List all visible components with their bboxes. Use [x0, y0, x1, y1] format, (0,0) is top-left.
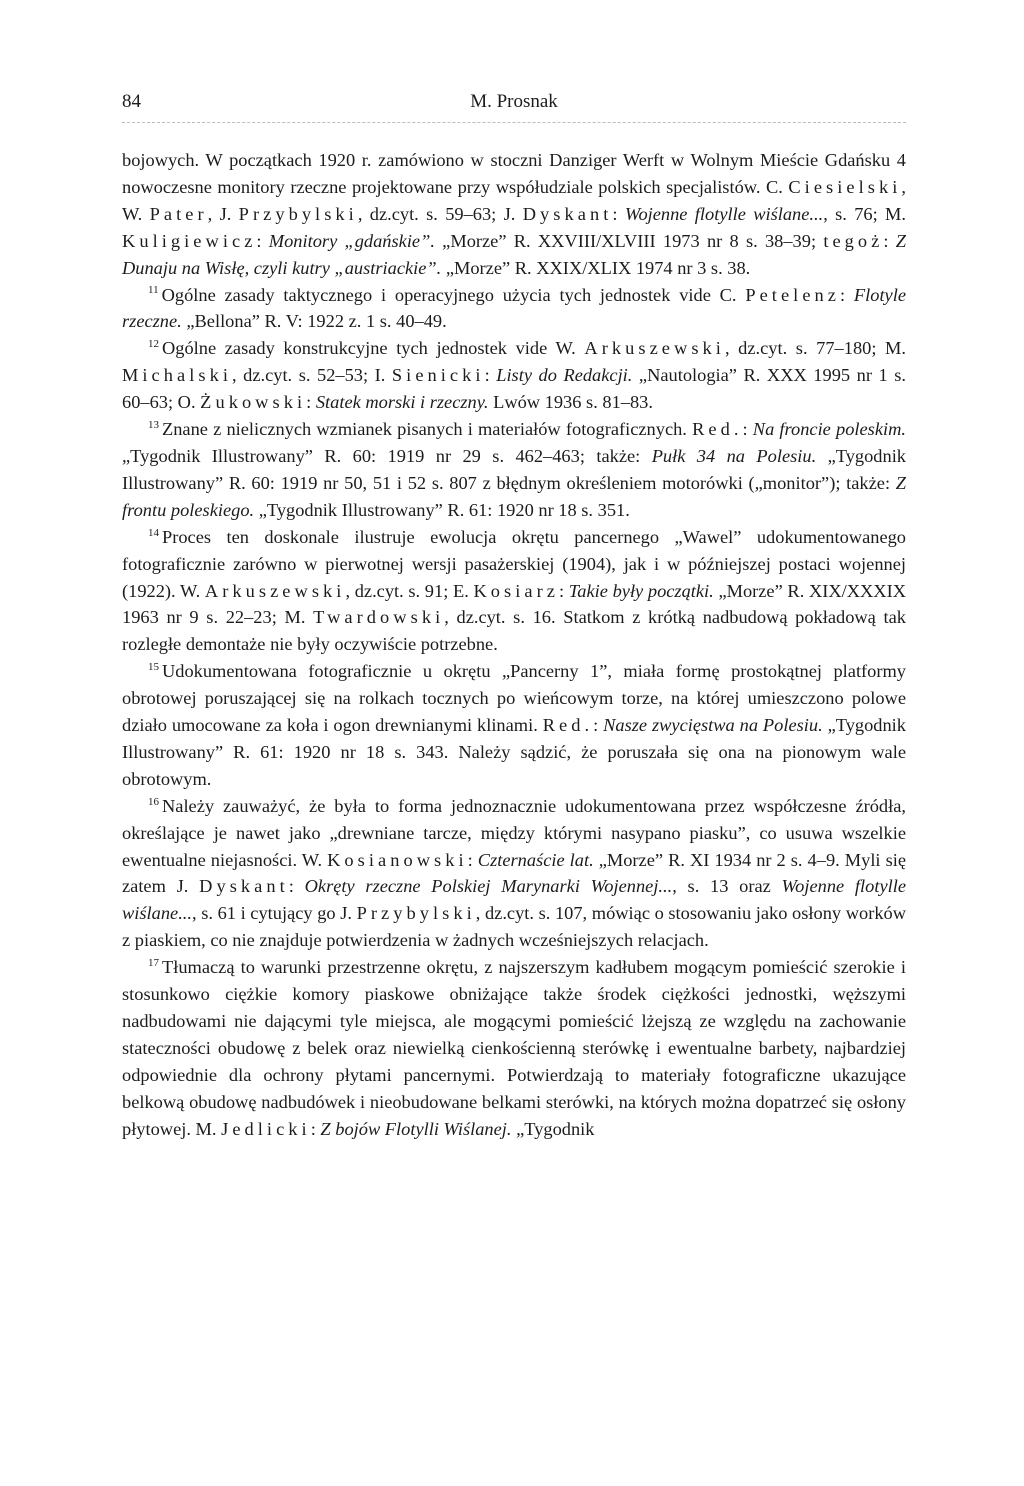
running-head-author: M. Prosnak [470, 91, 558, 112]
work-title: Z bojów Flotylli Wiślanej. [320, 1118, 512, 1139]
work-title: Z Dunaju na Wisłę, czyli kutry „austriackie”. [122, 230, 906, 278]
work-title: Pułk 34 na Polesiu. [651, 445, 817, 466]
work-title: Nasze zwycięstwa na Polesiu. [603, 715, 823, 736]
text-run: , dz.cyt. s. 52–53; I. [232, 365, 392, 386]
text-run: „Tygodnik Illustrowany” R. 60: 1919 nr 29 s. 462–463; także: [122, 445, 652, 466]
author-name: Arkuszewski [584, 338, 725, 359]
author-name: Arkuszewski [204, 580, 346, 601]
footnote-number: 14 [148, 526, 159, 539]
work-title: Takie były początki. [568, 580, 714, 601]
author-name: tegoż [823, 230, 884, 251]
author-name: Ciesielski [788, 176, 902, 197]
work-title: Statek morski i rzeczny. [315, 392, 489, 413]
text-run: : [306, 392, 316, 413]
author-name: Michalski [122, 365, 232, 386]
text-run: „Tygodnik Illustrowany” R. 61: 1920 nr 18 s. 351. [254, 499, 630, 520]
text-run: , J. [207, 203, 239, 224]
author-name: Jedlicki [221, 1118, 311, 1139]
running-head [122, 88, 906, 122]
author-name: Kosianowski [327, 849, 468, 870]
text-run: : [256, 230, 269, 251]
author-name: Twardowski [313, 607, 445, 628]
text-run: , s. 76; M. [823, 203, 906, 224]
text-run: Znane z nielicznych wzmianek pisanych i materiałów fotograficznych. [162, 419, 693, 440]
text-run: „Morze” R. XIX/XXXIX 1963 nr 9 s. 22–23; M. [122, 580, 906, 628]
footnote-number: 17 [148, 957, 159, 970]
work-title: Czternaście lat. [477, 849, 594, 870]
work-title: Wojenne flotylle wiślane... [624, 203, 824, 224]
footnote-number: 11 [148, 284, 159, 297]
text-run: : [612, 203, 625, 224]
footnote-14 [122, 524, 906, 659]
text-run: , dz.cyt. s. 107, mówiąc o stosowaniu jako osłony worków z piaskiem, co nie znajduje potwierdzenia w żadnych wcześniejszych relacjach. [122, 903, 906, 951]
page-number: 84 [122, 91, 141, 112]
author-name: Dyskant [522, 203, 613, 224]
text-run: „Bellona” R. V: 1922 z. 1 s. 40–49. [181, 311, 447, 332]
footnote-17 [122, 954, 906, 1142]
text-run: Lwów 1936 s. 81–83. [488, 392, 653, 413]
text-run: : [883, 230, 896, 251]
work-title: Monitory „gdańskie”. [268, 230, 435, 251]
text-run: , s. 13 oraz [672, 876, 782, 897]
work-title: Wojenne flotylle wiślane... [122, 876, 907, 924]
footnote-number: 12 [148, 338, 159, 351]
footnotes-body [122, 147, 906, 1143]
author-name: Kuligiewicz [122, 230, 257, 251]
text-run: , dz.cyt. s. 16. Statkom z krótką nadbudową pokładową tak rozległe demontaże nie były oczywiście potrzebne. [122, 607, 906, 655]
text-run: : [288, 876, 305, 897]
text-run: : [593, 715, 604, 736]
footnote-continuation [122, 147, 906, 282]
page [122, 88, 906, 1143]
text-run: „Morze” R. XXIX/XLIX 1974 nr 3 s. 38. [441, 257, 751, 278]
text-run: „Morze” R. XXVIII/XLVIII 1973 nr 8 s. 38–39; [434, 230, 824, 251]
text-run: bojowych. W początkach 1920 r. zamówiono w stoczni Danziger Werft w Wolnym Mieście Gdańsku 4 nowoczesne monitory rzeczne projektowane przy współudziale polskich specjalistów. C. [122, 150, 906, 197]
text-run: Ogólne zasady taktycznego i operacyjnego użycia tych jednostek vide C. [161, 284, 746, 305]
text-run: : [484, 365, 497, 386]
text-run: Udokumentowana fotograficznie u okrętu „Pancerny 1”, miała formę prostokątnej platformy obrotowej poruszającej się na rolkach tocznych po wieńcowym torze, na której umieszczono polowe działo umocowane za koła i ogon drewnianymi klinami. [122, 661, 906, 736]
footnote-15 [122, 658, 906, 793]
author-name: Pater [149, 203, 208, 224]
author-name: Kosiarz [473, 580, 559, 601]
text-run: Ogólne zasady konstrukcyjne tych jednostek vide W. [162, 338, 585, 359]
author-name: Petelenz [745, 284, 840, 305]
footnote-11 [122, 282, 906, 336]
author-name: Sienicki [391, 365, 485, 386]
text-run: : [310, 1118, 321, 1139]
work-title: Listy do Redakcji. [496, 365, 633, 386]
text-run: „Tygodnik [511, 1118, 595, 1139]
text-run: , W. [122, 176, 906, 224]
text-run: Należy zauważyć, że była to forma jednoznacznie udokumentowana przez współczesne źródła, określające je nawet jako „drewniane tarcze, między którymi nasypano piasku”, co usuwa wszelkie ewentualne niejasności. W. [122, 795, 906, 870]
work-title: Okręty rzeczne Polskiej Marynarki Wojennej... [304, 876, 673, 897]
author-name: Przybylski [238, 203, 358, 224]
author-name: Żukowski [200, 392, 307, 413]
author-name: Red. [692, 419, 743, 440]
text-run: „Morze” R. XI 1934 nr 2 s. 4–9. Myli się zatem J. [122, 849, 906, 897]
text-run: „Nautologia” R. XXX 1995 nr 1 s. 60–63; O. [122, 365, 906, 413]
text-run: , dz.cyt. s. 77–180; M. [724, 338, 906, 359]
author-name: Przybylski [356, 903, 476, 924]
text-run: Proces ten doskonale ilustruje ewolucja okrętu pancernego „Wawel” udokumentowanego fotograficznie zarówno w pierwotnej wersji pasażerskiej (1904), jak i w późniejszej postaci wojennej (1922). W. [122, 526, 906, 601]
work-title: Z frontu poleskiego. [122, 472, 906, 520]
text-run: : [558, 580, 569, 601]
text-run: „Tygodnik Illustrowany” R. 61: 1920 nr 18 s. 343. Należy sądzić, że poruszała się ona na pionowym wale obrotowym. [122, 715, 906, 789]
footnote-number: 15 [148, 661, 159, 674]
footnote-12 [122, 335, 906, 416]
work-title: Na froncie poleskim. [752, 419, 906, 440]
text-run: : [840, 284, 854, 305]
text-run: , dz.cyt. s. 59–63; J. [357, 203, 523, 224]
header-rule [122, 122, 906, 123]
footnote-16 [122, 793, 906, 954]
text-run: „Tygodnik Illustrowany” R. 60: 1919 nr 50, 51 i 52 s. 807 z błędnym określeniem motorówki („monitor”); także: [122, 445, 906, 493]
footnote-number: 13 [148, 418, 159, 431]
text-run: , dz.cyt. s. 91; E. [345, 580, 474, 601]
text-run: , s. 61 i cytujący go J. [192, 903, 357, 924]
text-run: : [742, 419, 753, 440]
author-name: Red. [542, 715, 594, 736]
work-title: Flotyle rzeczne. [122, 284, 906, 332]
footnote-number: 16 [148, 795, 159, 808]
footnote-13 [122, 416, 906, 524]
text-run: Tłumaczą to warunki przestrzenne okrętu, z najszerszym kadłubem mogącym pomieścić szerokie i stosunkowo ciężkie komory piaskowe obniżające także środek ciężkości jednostki, węższymi nadbudowami nie dającymi tyle miejsca, ale mogącymi pomieścić lżejszą ze względu na zachowanie stateczności obudowę z belek oraz niewielką cienkościenną sterówkę i ewentualne barbety, najbardziej odpowiednie dla ochrony płytami pancernymi. Potwierdzają to materiały fotograficzne ukazujące belkową obudowę nadbudówek i nieobudowane belkami sterówki, na których można dopatrzeć się osłony płytowej. M. [122, 957, 906, 1139]
author-name: Dyskant [199, 876, 289, 897]
text-run: : [467, 849, 478, 870]
